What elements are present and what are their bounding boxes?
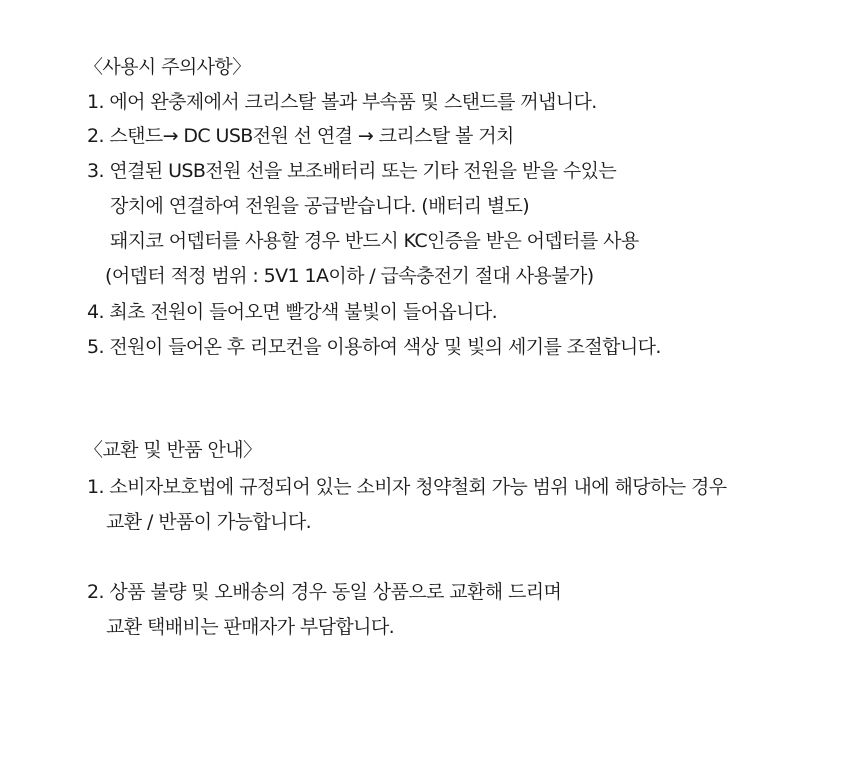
usage-step-5: 5. 전원이 들어온 후 리모컨을 이용하여 색상 및 빛의 세기를 조절합니다. [87,336,661,358]
usage-step-3: 3. 연결된 USB전원 선을 보조배터리 또는 기타 전원을 받을 수있는 [87,160,617,182]
usage-precautions-heading: 〈사용시 주의사항〉 [84,56,251,78]
exchange-item-2: 2. 상품 불량 및 오배송의 경우 동일 상품으로 교환해 드리며 [87,581,562,603]
usage-step-3-continued: 장치에 연결하여 전원을 공급받습니다. (배터리 별도) [110,195,530,217]
usage-step-3-adapter-note: 돼지코 어뎁터를 사용할 경우 반드시 KC인증을 받은 어뎁터를 사용 [110,230,639,252]
usage-step-2: 2. 스탠드→ DC USB전원 선 연결 → 크리스탈 볼 거치 [87,125,514,147]
exchange-item-2-continued: 교환 택배비는 판매자가 부담합니다. [106,616,395,638]
usage-step-4: 4. 최초 전원이 들어오면 빨강색 불빛이 들어옵니다. [87,301,498,323]
usage-step-1: 1. 에어 완충제에서 크리스탈 볼과 부속품 및 스탠드를 꺼냅니다. [87,91,597,113]
exchange-return-heading: 〈교환 및 반품 안내〉 [84,439,262,461]
exchange-item-1: 1. 소비자보호법에 규정되어 있는 소비자 청약철회 가능 범위 내에 해당하는 경우 [87,476,727,498]
usage-step-3-adapter-range: (어뎁터 적정 범위 : 5V1 1A이하 / 급속충전기 절대 사용불가) [105,265,594,287]
exchange-item-1-continued: 교환 / 반품이 가능합니다. [106,511,312,533]
